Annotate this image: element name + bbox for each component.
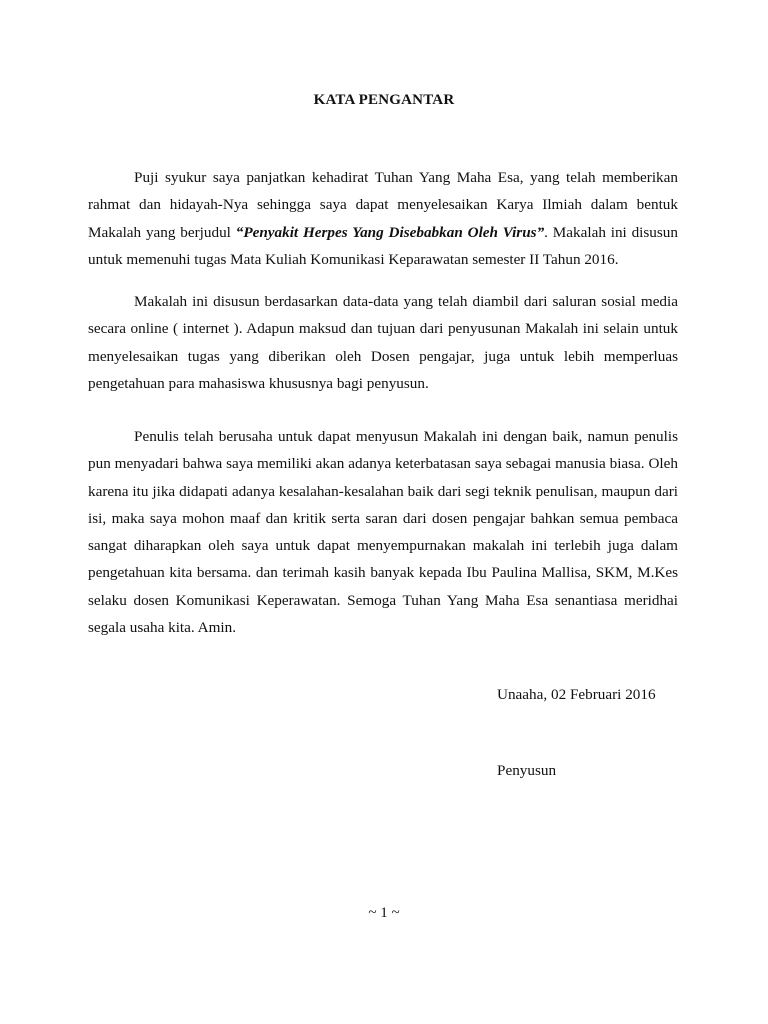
paper-title-emphasis: “Penyakit Herpes Yang Disebabkan Oleh Virus” — [235, 223, 545, 241]
signatory: Penyusun — [497, 762, 557, 779]
place-date: Unaaha, 02 Februari 2016 — [497, 686, 656, 703]
paragraph-2: Makalah ini disusun berdasarkan data-data yang telah diambil dari saluran sosial media secara online ( internet ). Adapun maksud dan tujuan dari penyusunan Makalah ini selain untuk menyelesaikan tugas yang diberikan oleh Dosen pengajar, juga untuk lebih memperluas pengetahuan para mahasiswa khususnya bagi penyusun. — [88, 293, 678, 392]
paragraph-1-text-start: Puji syukur saya panjatkan kehadirat Tuhan Yang Maha Esa, yang telah memberikan rahmat dan hidayah-Nya sehingga saya dapat menyelesaikan Karya Ilmiah dalam bentuk Makalah yang berjudul — [88, 169, 678, 241]
paragraph-1 — [88, 164, 678, 273]
page-number: ~ 1 ~ — [368, 905, 400, 921]
paragraph-1-text-end: . Makalah ini disusun untuk memenuhi tugas Mata Kuliah Komunikasi Keparawatan semester II Tahun 2016. — [88, 223, 678, 268]
page-title: KATA PENGANTAR — [313, 92, 455, 108]
paragraph-3: Penulis telah berusaha untuk dapat menyusun Makalah ini dengan baik, namun penulis pun menyadari bahwa saya memiliki akan adanya keterbatasan saya sebagai manusia biasa. Oleh karena itu jika didapati adanya kesalahan-kesalahan baik dari segi teknik penulisan, maupun dari isi, maka saya mohon maaf dan kritik serta saran dari dosen pengajar bahkan semua pembaca sangat diharapkan oleh saya untuk dapat menyempurnakan makalah ini terlebih juga dalam pengetahuan kita bersama. dan terimah kasih banyak kepada Ibu Paulina Mallisa, SKM, M.Kes selaku dosen Komunikasi Keperawatan. Semoga Tuhan Yang Maha Esa senantiasa meridhai segala usaha kita. Amin. — [88, 428, 678, 637]
